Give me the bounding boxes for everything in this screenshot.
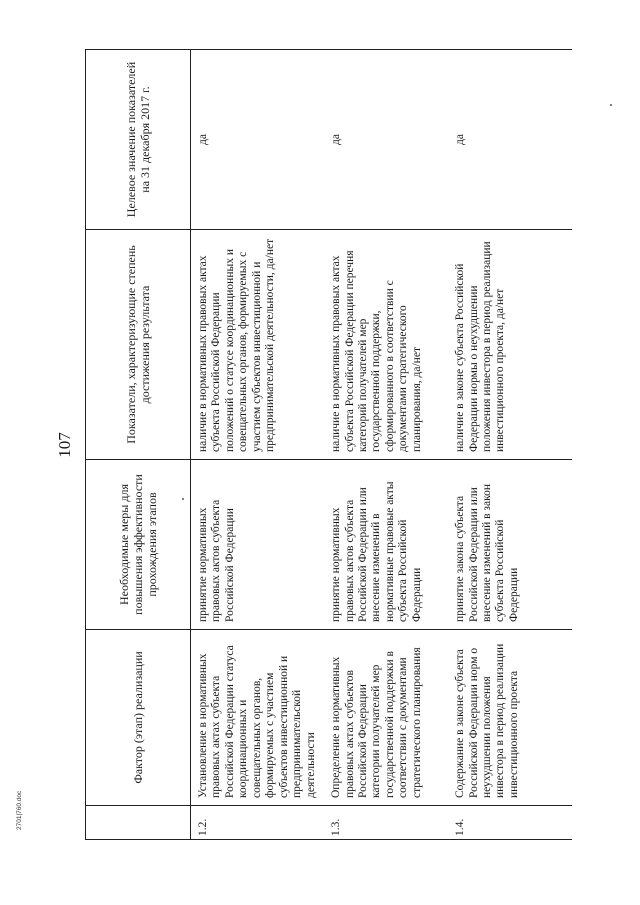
row-factor: Установление в нормативных правовых актах субъекта Российской Федерации статуса координационных и совещательных органов, формируемых с участием субъектов инвестиционной и предпринимательской деятельности — [191, 630, 325, 806]
table-header-row — [86, 50, 191, 840]
header-measures: Необходимые меры для повышения эффективности прохождения этапов — [86, 460, 191, 630]
table-row — [324, 50, 448, 840]
rotated-sheet — [50, 50, 555, 840]
row-indicators: наличие в нормативных правовых актах субъекта Российской Федерации положений о статусе координационных и совещательных органов, формируемых с участием субъектов инвестиционной и предпринимательской деятельности, да/нет — [191, 230, 325, 460]
header-factor: Фактор (этап) реализации — [86, 630, 191, 806]
row-indicators: наличие в нормативных правовых актах субъекта Российской Федерации перечня категорий получателей мер государственной поддержки, сформированного в соответствии с документами стратегического планирования, да/нет — [324, 230, 448, 460]
row-target: да — [324, 50, 448, 230]
row-number: 1.4. — [448, 806, 572, 840]
header-indicators: Показатели, характеризующие степень достижения результата — [86, 230, 191, 460]
row-factor: Определение в нормативных правовых актах субъектов Российской Федерации категории получателей мер государственной поддержки в соответствии с документами стратегического планирования — [324, 630, 448, 806]
header-number — [86, 806, 191, 840]
table-row — [191, 50, 325, 840]
table-row — [448, 50, 572, 840]
row-number: 1.3. — [324, 806, 448, 840]
row-measures: принятие нормативных правовых актов субъекта Российской Федерации или внесение изменений в нормативные правовые акты субъекта Российской Федерации — [324, 460, 448, 630]
scan-speck — [610, 104, 612, 106]
row-factor: Содержание в законе субъекта Российской Федерации норм о неухудшении положения инвестора в период реализации инвестиционного проекта — [448, 630, 572, 806]
header-target: Целевое значение показателей на 31 декабря 2017 г. — [86, 50, 191, 230]
row-measures: принятие закона субъекта Российской Федерации или внесение изменений в закон субъекта Российской Федерации — [448, 460, 572, 630]
row-number: 1.2. — [191, 806, 325, 840]
row-target: да — [448, 50, 572, 230]
page-number: 107 — [55, 432, 74, 458]
measures-table — [85, 49, 572, 840]
row-indicators: наличие в законе субъекта Российской Федерации нормы о неухудшении положения инвестора в период реализации инвестиционного проекта, да/нет — [448, 230, 572, 460]
row-target: да — [191, 50, 325, 230]
row-measures: принятие нормативных правовых актов субъекта Российской Федерации — [191, 460, 325, 630]
footer-file-code: 2701|760.doc — [16, 790, 23, 830]
